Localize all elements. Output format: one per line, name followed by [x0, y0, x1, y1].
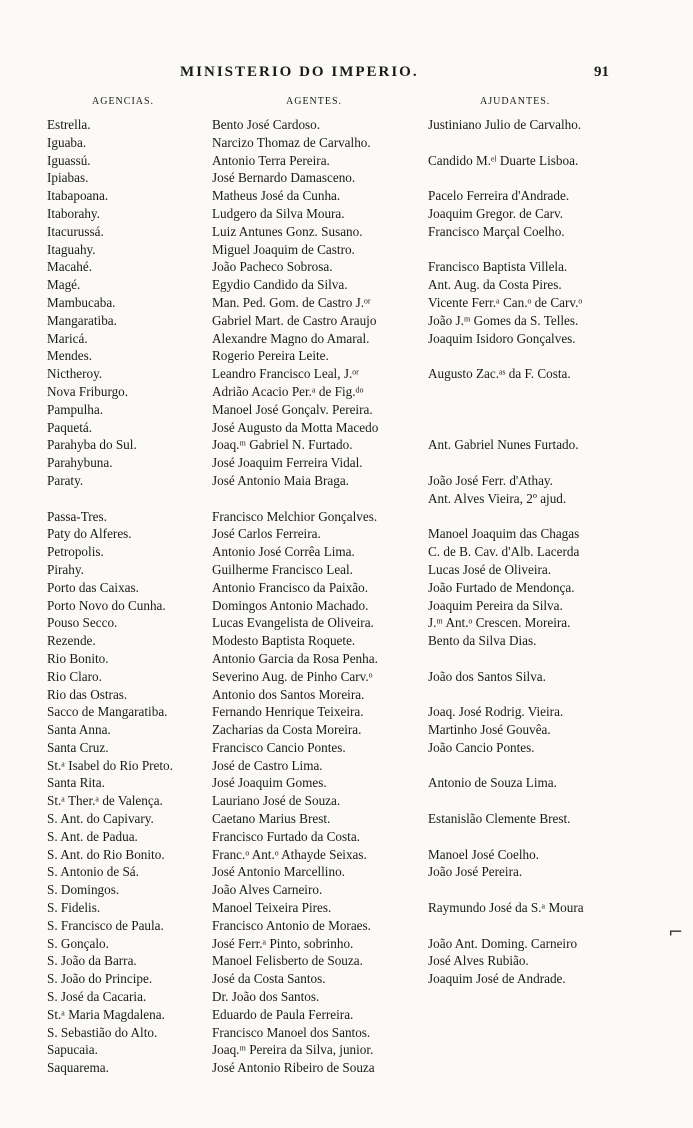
ajudante-line: Joaq. José Rodrig. Vieira.: [428, 704, 564, 720]
table-row: [0, 881, 693, 899]
agencia-cell: Ipiabas.: [47, 170, 89, 186]
agente-cell: José Joaquim Gomes.: [212, 775, 327, 791]
table-row: [0, 347, 693, 365]
ajudante-line: Estanislão Clemente Brest.: [428, 811, 571, 827]
agencia-cell: Petropolis.: [47, 544, 104, 560]
agencia-cell: S. João do Principe.: [47, 971, 153, 987]
ajudante-cell: [428, 579, 628, 597]
ajudante-line: Candido M.ᵉˡ Duarte Lisboa.: [428, 152, 579, 168]
agente-cell: Alexandre Magno do Amaral.: [212, 330, 370, 346]
ajudante-cell: [428, 330, 628, 348]
ajudante-line: Ant. Aug. da Costa Pires.: [428, 277, 562, 293]
agencia-cell: S. Sebastião do Alto.: [47, 1024, 158, 1040]
ajudante-line: João J.ᵐ Gomes da S. Telles.: [428, 312, 579, 328]
table-row: [0, 632, 693, 650]
agencia-cell: Santa Rita.: [47, 775, 105, 791]
agente-cell: Caetano Marius Brest.: [212, 811, 331, 827]
ajudante-cell: [428, 614, 628, 632]
ajudante-cell: [428, 543, 628, 561]
agencia-cell: S. Ant. do Rio Bonito.: [47, 846, 165, 862]
agencia-cell: Mambucaba.: [47, 294, 116, 310]
ajudante-cell: [428, 846, 628, 864]
table-row: [0, 152, 693, 170]
agente-cell: Manoel Teixeira Pires.: [212, 900, 332, 916]
table-row: [0, 276, 693, 294]
agente-cell: José Carlos Ferreira.: [212, 526, 321, 542]
table-row: [0, 952, 693, 970]
ajudante-line-2: Ant. Alves Vieira, 2º ajud.: [428, 490, 567, 506]
table-row: [0, 543, 693, 561]
agente-cell: Narcizo Thomaz de Carvalho.: [212, 134, 371, 150]
table-row: [0, 774, 693, 792]
table-row: [0, 792, 693, 810]
table-row: [0, 810, 693, 828]
ajudante-cell: [428, 810, 628, 828]
agencia-cell: St.ᵃ Maria Magdalena.: [47, 1006, 165, 1022]
page-title: MINISTERIO DO IMPERIO.: [180, 64, 419, 80]
ajudante-cell: [428, 472, 628, 508]
ajudante-line: J.ᵐ Ant.ᵒ Crescen. Moreira.: [428, 615, 571, 631]
table-row: [0, 579, 693, 597]
agencia-cell: Mangaratiba.: [47, 312, 117, 328]
ajudante-line: Lucas José de Oliveira.: [428, 561, 552, 577]
agente-cell: Man. Ped. Gom. de Castro J.ᵒʳ: [212, 294, 371, 310]
ajudante-cell: [428, 952, 628, 970]
table-row: [0, 401, 693, 419]
agente-cell: Manoel Felisberto de Souza.: [212, 953, 363, 969]
table-row: [0, 686, 693, 704]
table-row: [0, 258, 693, 276]
agente-cell: Antonio Terra Pereira.: [212, 152, 330, 168]
ajudante-line: Pacelo Ferreira d'Andrade.: [428, 188, 570, 204]
agencia-cell: Iguaba.: [47, 134, 87, 150]
table-row: [0, 205, 693, 223]
agente-cell: Lucas Evangelista de Oliveira.: [212, 615, 374, 631]
table-row: [0, 970, 693, 988]
table-row: [0, 668, 693, 686]
agencia-cell: Nictheroy.: [47, 366, 103, 382]
agente-cell: Fernando Henrique Teixeira.: [212, 704, 364, 720]
agencia-cell: Porto das Caixas.: [47, 579, 139, 595]
agente-cell: Francisco Furtado da Costa.: [212, 828, 360, 844]
table-row: [0, 863, 693, 881]
page-header: [0, 64, 693, 88]
table-row: [0, 116, 693, 134]
agente-cell: Eduardo de Paula Ferreira.: [212, 1006, 354, 1022]
agencia-cell: Itacurussá.: [47, 223, 104, 239]
ajudante-line: Manoel Joaquim das Chagas: [428, 526, 580, 542]
table-row: [0, 223, 693, 241]
agencia-cell: Magé.: [47, 277, 81, 293]
margin-mark: ⌐: [668, 922, 684, 943]
ajudante-line: Antonio de Souza Lima.: [428, 775, 557, 791]
agencia-cell: Rio das Ostras.: [47, 686, 128, 702]
ajudante-line: Raymundo José da S.ᵃ Moura: [428, 900, 584, 916]
agente-cell: Antonio Garcia da Rosa Penha.: [212, 650, 378, 666]
agencia-cell: Passa-Tres.: [47, 508, 107, 524]
table-row: [0, 703, 693, 721]
agente-cell: Dr. João dos Santos.: [212, 989, 320, 1005]
ajudante-cell: [428, 721, 628, 739]
agencia-cell: Rio Claro.: [47, 668, 102, 684]
ajudante-cell: [428, 205, 628, 223]
agencia-cell: Santa Cruz.: [47, 739, 109, 755]
ajudante-cell: [428, 258, 628, 276]
ajudante-line: Joaquim José de Andrade.: [428, 971, 566, 987]
table-row: [0, 169, 693, 187]
agencia-cell: S. Ant. de Padua.: [47, 828, 138, 844]
agente-cell: Antonio dos Santos Moreira.: [212, 686, 365, 702]
table-row: [0, 508, 693, 526]
agencia-cell: S. Francisco de Paula.: [47, 917, 164, 933]
ajudante-cell: [428, 436, 628, 454]
table-row: [0, 454, 693, 472]
table-row: [0, 917, 693, 935]
ajudante-line: João Ant. Doming. Carneiro: [428, 935, 578, 951]
agente-cell: João Alves Carneiro.: [212, 882, 323, 898]
ajudante-cell: [428, 632, 628, 650]
column-headers: [0, 96, 693, 110]
table-row: [0, 1024, 693, 1042]
agente-cell: Gabriel Mart. de Castro Araujo: [212, 312, 377, 328]
agencia-cell: Macahé.: [47, 259, 93, 275]
table-row: [0, 597, 693, 615]
agencies-table: [0, 116, 693, 1076]
agente-cell: Joaq.ᵐ Pereira da Silva, junior.: [212, 1042, 374, 1058]
table-row: [0, 436, 693, 454]
ajudante-cell: [428, 152, 628, 170]
table-row: [0, 1059, 693, 1077]
ajudante-cell: [428, 774, 628, 792]
agencia-cell: Nova Friburgo.: [47, 383, 129, 399]
agencia-cell: S. Domingos.: [47, 882, 120, 898]
agente-cell: Modesto Baptista Roquete.: [212, 633, 356, 649]
table-row: [0, 1006, 693, 1024]
ajudante-cell: [428, 899, 628, 917]
agencia-cell: Rio Bonito.: [47, 650, 109, 666]
ajudante-cell: [428, 187, 628, 205]
table-row: [0, 472, 693, 508]
ajudante-line: Augusto Zac.ᵃˢ da F. Costa.: [428, 366, 571, 382]
ajudante-cell: [428, 294, 628, 312]
agencia-cell: Pampulha.: [47, 401, 104, 417]
agente-cell: Zacharias da Costa Moreira.: [212, 722, 362, 738]
agencia-cell: Paraty.: [47, 472, 84, 488]
ajudante-cell: [428, 365, 628, 383]
agencia-cell: Parahyba do Sul.: [47, 437, 137, 453]
table-row: [0, 312, 693, 330]
agente-cell: Francisco Antonio de Moraes.: [212, 917, 371, 933]
ajudante-line: João José Ferr. d'Athay.: [428, 472, 553, 488]
agente-cell: Bento José Cardoso.: [212, 117, 321, 132]
agente-cell: Guilherme Francisco Leal.: [212, 561, 353, 577]
ajudante-cell: [428, 863, 628, 881]
agente-cell: Francisco Cancio Pontes.: [212, 739, 346, 755]
agencia-cell: Santa Anna.: [47, 722, 111, 738]
ajudante-line: Francisco Marçal Coelho.: [428, 223, 565, 239]
ajudante-line: José Alves Rubião.: [428, 953, 529, 969]
agente-cell: Antonio José Corrêa Lima.: [212, 544, 355, 560]
table-row: [0, 330, 693, 348]
agente-cell: Joaq.ᵐ Gabriel N. Furtado.: [212, 437, 353, 453]
ajudante-line: Joaquim Gregor. de Carv.: [428, 205, 564, 221]
agencia-cell: Sapucaia.: [47, 1042, 98, 1058]
agencia-cell: Itaborahy.: [47, 205, 100, 221]
table-row: [0, 294, 693, 312]
agente-cell: José Joaquim Ferreira Vidal.: [212, 455, 363, 471]
ajudante-cell: [428, 668, 628, 686]
ajudante-line: Vicente Ferr.ᵃ Can.ᵒ de Carv.ᵒ: [428, 294, 583, 310]
ajudante-cell: [428, 597, 628, 615]
table-row: [0, 383, 693, 401]
agencia-cell: Estrella.: [47, 117, 91, 132]
ajudante-line: Manoel José Coelho.: [428, 846, 539, 862]
agente-cell: Adrião Acacio Per.ᵃ de Fig.ᵈᵒ: [212, 383, 364, 399]
agente-cell: José Antonio Ribeiro de Souza: [212, 1060, 375, 1076]
ajudante-line: Joaquim Pereira da Silva.: [428, 597, 563, 613]
agente-cell: Ludgero da Silva Moura.: [212, 205, 345, 221]
table-row: [0, 988, 693, 1006]
ajudante-cell: [428, 935, 628, 953]
table-row: [0, 739, 693, 757]
agente-cell: José Antonio Maia Braga.: [212, 472, 349, 488]
ajudante-line: Francisco Baptista Villela.: [428, 259, 568, 275]
agente-cell: Egydio Candido da Silva.: [212, 277, 348, 293]
agencia-cell: Pouso Secco.: [47, 615, 118, 631]
agencia-cell: Saquarema.: [47, 1060, 109, 1076]
agencia-cell: St.ᵃ Isabel do Rio Preto.: [47, 757, 173, 773]
agente-cell: Domingos Antonio Machado.: [212, 597, 369, 613]
table-row: [0, 935, 693, 953]
ajudante-cell: [428, 561, 628, 579]
agente-cell: José Augusto da Motta Macedo: [212, 419, 379, 435]
agencia-cell: Porto Novo do Cunha.: [47, 597, 166, 613]
agencia-cell: Parahybuna.: [47, 455, 113, 471]
table-row: [0, 846, 693, 864]
page-number: 91: [594, 64, 609, 80]
ajudante-cell: [428, 116, 628, 134]
ajudante-line: Ant. Gabriel Nunes Furtado.: [428, 437, 579, 453]
table-row: [0, 757, 693, 775]
agente-cell: Lauriano José de Souza.: [212, 793, 341, 809]
ajudante-line: Joaquim Isidoro Gonçalves.: [428, 330, 576, 346]
agencia-cell: S. João da Barra.: [47, 953, 137, 969]
table-row: [0, 365, 693, 383]
agente-cell: José de Castro Lima.: [212, 757, 323, 773]
agente-cell: José Antonio Marcellino.: [212, 864, 345, 880]
agencia-cell: Itabapoana.: [47, 188, 109, 204]
table-row: [0, 614, 693, 632]
agente-cell: Severino Aug. de Pinho Carv.ᵒ: [212, 668, 373, 684]
table-row: [0, 241, 693, 259]
column-header-agencias: AGENCIAS.: [92, 96, 155, 107]
ajudante-line: João José Pereira.: [428, 864, 523, 880]
agente-cell: José Ferr.ᵃ Pinto, sobrinho.: [212, 935, 354, 951]
agencia-cell: Iguassú.: [47, 152, 91, 168]
agencia-cell: S. Ant. do Capivary.: [47, 811, 154, 827]
agente-cell: Manoel José Gonçalv. Pereira.: [212, 401, 373, 417]
agencia-cell: Itaguahy.: [47, 241, 96, 257]
agente-cell: Francisco Melchior Gonçalves.: [212, 508, 378, 524]
ajudante-line: Martinho José Gouvêa.: [428, 722, 551, 738]
agente-cell: Rogerio Pereira Leite.: [212, 348, 329, 364]
table-row: [0, 899, 693, 917]
ajudante-cell: [428, 525, 628, 543]
ajudante-line: João Furtado de Mendonça.: [428, 579, 575, 595]
ajudante-line: João Cancio Pontes.: [428, 739, 535, 755]
agencia-cell: S. Fidelis.: [47, 900, 101, 916]
ajudante-cell: [428, 276, 628, 294]
ajudante-line: Bento da Silva Dias.: [428, 633, 537, 649]
table-row: [0, 561, 693, 579]
column-header-ajudantes: AJUDANTES.: [480, 96, 551, 107]
table-row: [0, 134, 693, 152]
ajudante-line: C. de B. Cav. d'Alb. Lacerda: [428, 544, 580, 560]
ajudante-cell: [428, 703, 628, 721]
agencia-cell: Mendes.: [47, 348, 93, 364]
ajudante-line: João dos Santos Silva.: [428, 668, 546, 684]
table-row: [0, 187, 693, 205]
ajudante-cell: [428, 223, 628, 241]
agencia-cell: S. Gonçalo.: [47, 935, 109, 951]
agencia-cell: Maricá.: [47, 330, 88, 346]
agente-cell: José Bernardo Damasceno.: [212, 170, 356, 186]
agente-cell: Leandro Francisco Leal, J.ᵒʳ: [212, 366, 359, 382]
agente-cell: Franc.ᵒ Ant.ᵒ Athayde Seixas.: [212, 846, 367, 862]
agente-cell: Matheus José da Cunha.: [212, 188, 341, 204]
agente-cell: Francisco Manoel dos Santos.: [212, 1024, 371, 1040]
agencia-cell: S. Antonio de Sá.: [47, 864, 139, 880]
agencia-cell: Pirahy.: [47, 561, 84, 577]
table-row: [0, 650, 693, 668]
agente-cell: Luiz Antunes Gonz. Susano.: [212, 223, 363, 239]
agente-cell: José da Costa Santos.: [212, 971, 326, 987]
ajudante-line: Justiniano Julio de Carvalho.: [428, 117, 582, 132]
table-row: [0, 828, 693, 846]
ajudante-cell: [428, 970, 628, 988]
table-row: [0, 525, 693, 543]
agencia-cell: Paquetá.: [47, 419, 93, 435]
agencia-cell: St.ᵃ Ther.ᵃ de Valença.: [47, 793, 163, 809]
agente-cell: João Pacheco Sobrosa.: [212, 259, 333, 275]
table-row: [0, 721, 693, 739]
table-row: [0, 1041, 693, 1059]
agencia-cell: Rezende.: [47, 633, 96, 649]
agencia-cell: Sacco de Mangaratiba.: [47, 704, 168, 720]
column-header-agentes: AGENTES.: [286, 96, 343, 107]
agente-cell: Miguel Joaquim de Castro.: [212, 241, 355, 257]
table-row: [0, 419, 693, 437]
agencia-cell: S. José da Cacaria.: [47, 989, 147, 1005]
ajudante-cell: [428, 739, 628, 757]
agencia-cell: Paty do Alferes.: [47, 526, 132, 542]
agente-cell: Antonio Francisco da Paixão.: [212, 579, 369, 595]
ajudante-cell: [428, 312, 628, 330]
